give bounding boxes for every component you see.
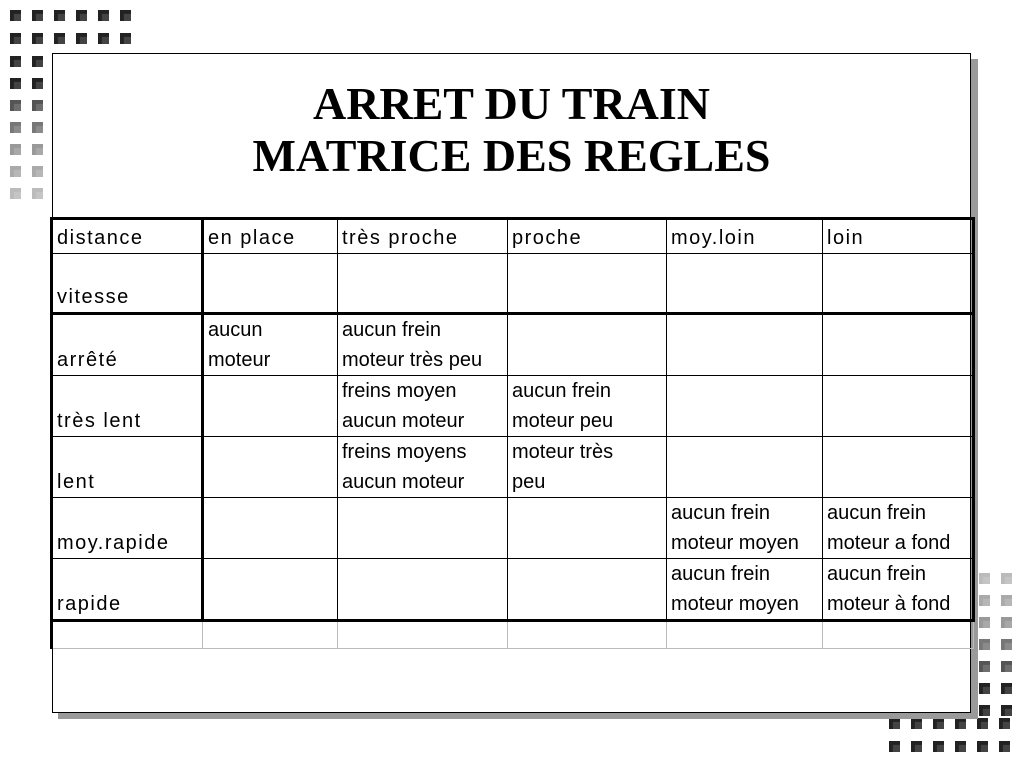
- decorative-square: [979, 661, 990, 672]
- rule-cell: [667, 498, 823, 559]
- rule-line: [342, 589, 507, 619]
- rule-line: aucun frein: [827, 563, 926, 585]
- rule-line: aucun frein: [671, 563, 770, 585]
- rule-cell: [667, 437, 823, 498]
- rule-cell: [508, 437, 667, 498]
- decorative-square: [1001, 705, 1012, 716]
- rule-line: [512, 315, 666, 345]
- rule-cell: [338, 498, 508, 559]
- decorative-square: [76, 10, 87, 21]
- speed-label: lent: [52, 437, 203, 498]
- rule-line: [208, 589, 337, 619]
- rule-cell: [823, 376, 974, 437]
- empty-cell: [667, 621, 823, 649]
- decorative-square: [979, 705, 990, 716]
- rule-line: [671, 376, 822, 406]
- decorative-square: [911, 718, 922, 729]
- rule-cell: [203, 376, 338, 437]
- rule-line: [208, 528, 337, 558]
- rule-line: [827, 376, 972, 406]
- rule-line: moteur: [208, 349, 271, 371]
- vitesse-label: vitesse: [52, 254, 203, 314]
- rule-cell: [823, 498, 974, 559]
- empty-cell: [823, 621, 974, 649]
- decorative-square: [999, 718, 1010, 729]
- decorative-square: [977, 741, 988, 752]
- rule-line: [827, 345, 972, 375]
- empty-cell: [508, 621, 667, 649]
- rule-line: [512, 345, 666, 375]
- rule-line: aucun moteur: [342, 471, 465, 493]
- decorative-square: [1001, 639, 1012, 650]
- decorative-square: [32, 56, 43, 67]
- rule-line: [827, 437, 972, 467]
- empty-cell: [52, 621, 203, 649]
- rule-line: moteur a fond: [827, 532, 951, 554]
- rule-cell: [823, 314, 974, 376]
- decorative-square: [889, 741, 900, 752]
- rule-line: [827, 467, 972, 497]
- decorative-square: [1001, 573, 1012, 584]
- rule-cell: [338, 314, 508, 376]
- rule-line: peu: [512, 471, 546, 493]
- header-cell-proche: proche: [508, 219, 667, 254]
- rule-line: [208, 498, 337, 528]
- speed-label: rapide: [52, 559, 203, 621]
- decorative-square: [32, 10, 43, 21]
- decorative-square: [10, 188, 21, 199]
- decorative-square: [1001, 661, 1012, 672]
- rule-line: [671, 315, 822, 345]
- rule-line: [671, 467, 822, 497]
- decorative-square: [10, 33, 21, 44]
- table-header-row: [52, 219, 974, 254]
- decorative-square: [955, 741, 966, 752]
- empty-cell: [203, 621, 338, 649]
- rule-line: [671, 406, 822, 436]
- rule-cell: [823, 437, 974, 498]
- decorative-square: [933, 718, 944, 729]
- decorative-square: [10, 10, 21, 21]
- rule-line: [342, 559, 507, 589]
- decorative-square: [76, 33, 87, 44]
- rule-line: [512, 589, 666, 619]
- rules-matrix-table: [50, 217, 975, 649]
- decorative-square: [32, 166, 43, 177]
- decorative-square: [10, 144, 21, 155]
- rule-line: aucun frein: [512, 380, 611, 402]
- decorative-square: [979, 573, 990, 584]
- rule-cell: [667, 559, 823, 621]
- rule-cell: [203, 498, 338, 559]
- decorative-square: [120, 33, 131, 44]
- rule-cell: [203, 314, 338, 376]
- decorative-square: [1001, 595, 1012, 606]
- decorative-square: [955, 718, 966, 729]
- speed-label: arrêté: [52, 314, 203, 376]
- rule-cell: [823, 559, 974, 621]
- speed-label: moy.rapide: [52, 498, 203, 559]
- speed-label: très lent: [52, 376, 203, 437]
- decorative-square: [98, 33, 109, 44]
- empty-cell: [823, 254, 974, 314]
- title-line-1: ARRET DU TRAIN: [312, 78, 711, 129]
- rule-line: [342, 528, 507, 558]
- rule-line: [671, 345, 822, 375]
- rule-line: [827, 315, 972, 345]
- rule-cell: [667, 314, 823, 376]
- table-row: [52, 376, 974, 437]
- rule-cell: [667, 376, 823, 437]
- decorative-square: [889, 718, 900, 729]
- decorative-square: [10, 78, 21, 89]
- decorative-square: [32, 144, 43, 155]
- rule-cell: [203, 559, 338, 621]
- header-cell-tres-proche: très proche: [338, 219, 508, 254]
- decorative-square: [933, 741, 944, 752]
- decorative-square: [1001, 617, 1012, 628]
- header-cell-en-place: en place: [203, 219, 338, 254]
- vitesse-label-row: [52, 254, 974, 314]
- rule-line: moteur très peu: [342, 349, 483, 371]
- decorative-square: [979, 617, 990, 628]
- rule-cell: [508, 314, 667, 376]
- empty-cell: [667, 254, 823, 314]
- title-line-2: MATRICE DES REGLES: [252, 130, 771, 181]
- rule-cell: [338, 376, 508, 437]
- header-cell-moy-loin: moy.loin: [667, 219, 823, 254]
- rule-line: freins moyens: [342, 441, 467, 463]
- decorative-square: [54, 10, 65, 21]
- rule-line: moteur à fond: [827, 593, 951, 615]
- decorative-square: [10, 122, 21, 133]
- rule-line: [208, 559, 337, 589]
- decorative-square: [32, 100, 43, 111]
- decorative-square: [54, 33, 65, 44]
- rule-line: aucun: [208, 319, 263, 341]
- decorative-square: [10, 100, 21, 111]
- rule-line: moteur peu: [512, 410, 614, 432]
- rule-cell: [508, 498, 667, 559]
- header-cell-distance: distance: [52, 219, 203, 254]
- decorative-square: [10, 166, 21, 177]
- rule-line: aucun frein: [671, 502, 770, 524]
- rule-line: moteur très: [512, 441, 614, 463]
- rule-cell: [338, 437, 508, 498]
- empty-cell: [338, 254, 508, 314]
- rule-line: moteur moyen: [671, 593, 799, 615]
- decorative-square: [32, 188, 43, 199]
- rule-line: aucun frein: [342, 319, 441, 341]
- decorative-square: [979, 639, 990, 650]
- decorative-square: [999, 741, 1010, 752]
- decorative-square: [32, 122, 43, 133]
- slide-title: [52, 78, 971, 182]
- rule-line: [208, 376, 337, 406]
- table-footer-row: [52, 621, 974, 649]
- rule-line: [827, 406, 972, 436]
- decorative-square: [979, 683, 990, 694]
- decorative-square: [98, 10, 109, 21]
- rule-cell: [508, 376, 667, 437]
- rule-line: aucun frein: [827, 502, 926, 524]
- rule-line: [208, 437, 337, 467]
- rule-line: [512, 528, 666, 558]
- rule-line: [512, 559, 666, 589]
- decorative-square: [32, 33, 43, 44]
- decorative-square: [10, 56, 21, 67]
- decorative-square: [979, 595, 990, 606]
- rule-line: aucun moteur: [342, 410, 465, 432]
- decorative-square: [32, 78, 43, 89]
- rule-cell: [203, 437, 338, 498]
- decorative-square: [977, 718, 988, 729]
- rule-line: [512, 498, 666, 528]
- table-row: [52, 437, 974, 498]
- rule-line: freins moyen: [342, 380, 457, 402]
- rule-line: [208, 406, 337, 436]
- decorative-square: [120, 10, 131, 21]
- rule-cell: [338, 559, 508, 621]
- empty-cell: [338, 621, 508, 649]
- rule-line: [208, 467, 337, 497]
- table-row: [52, 314, 974, 376]
- empty-cell: [203, 254, 338, 314]
- header-cell-loin: loin: [823, 219, 974, 254]
- decorative-square: [1001, 683, 1012, 694]
- rule-cell: [508, 559, 667, 621]
- rule-line: [342, 498, 507, 528]
- rule-line: [671, 437, 822, 467]
- empty-cell: [508, 254, 667, 314]
- table-row: [52, 498, 974, 559]
- table-row: [52, 559, 974, 621]
- rule-line: moteur moyen: [671, 532, 799, 554]
- decorative-square: [911, 741, 922, 752]
